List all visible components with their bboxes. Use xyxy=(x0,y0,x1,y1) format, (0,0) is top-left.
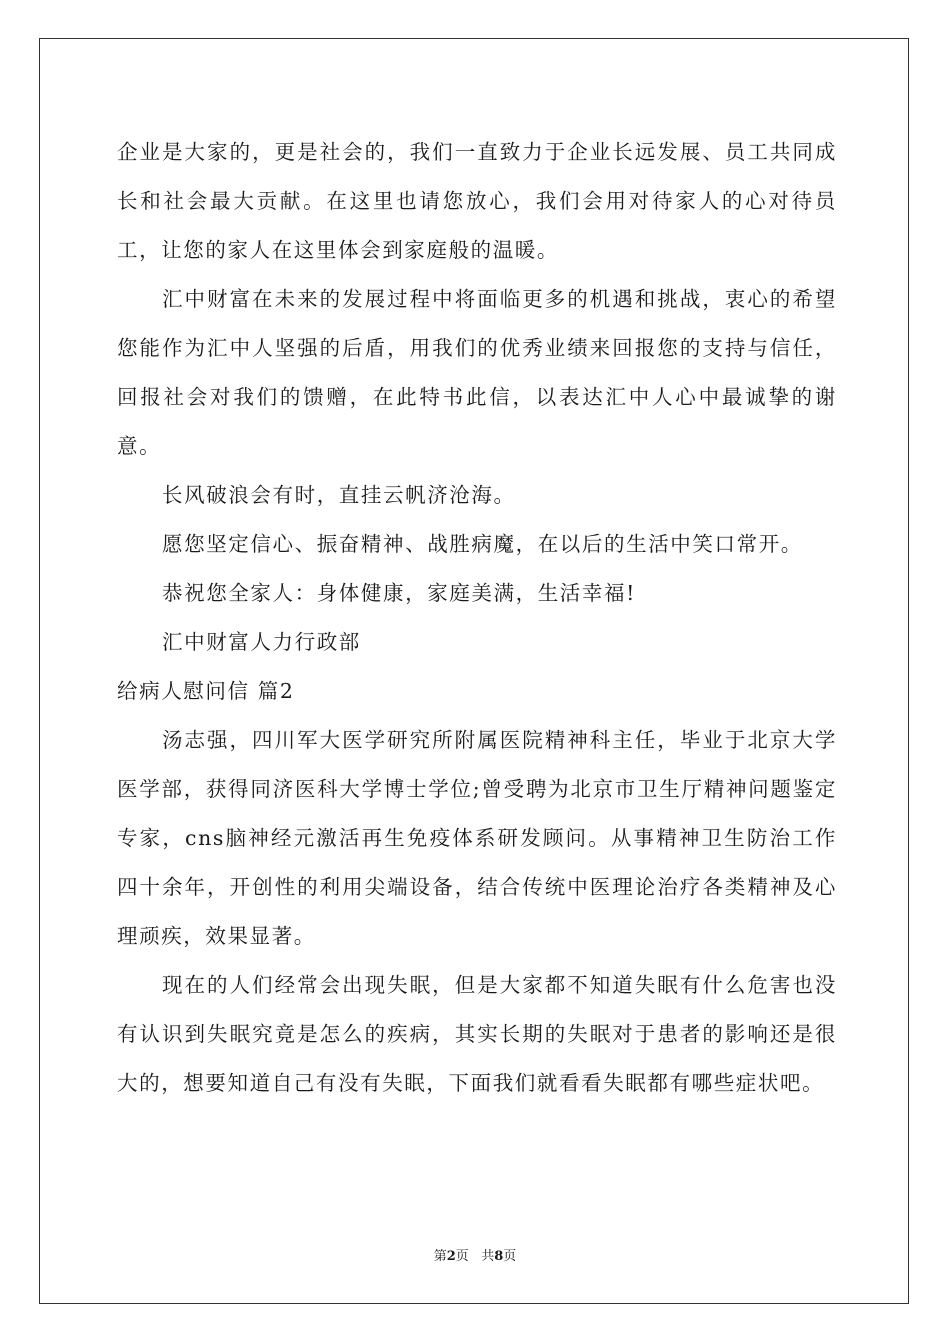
paragraph: 现在的人们经常会出现失眠，但是大家都不知道失眠有什么危害也没有认识到失眠究竟是怎么的疾病，其实长期的失眠对于患者的影响还是很大的，想要知道自己有没有失眠，下面我们就看看失眠都有哪些症状吧。 xyxy=(117,973,837,1095)
total-label-prefix: 共 xyxy=(481,1249,495,1264)
page-total: 8 xyxy=(494,1249,504,1264)
page-label-suffix: 页 xyxy=(455,1249,469,1264)
paragraph: 愿您坚定信心、振奋精神、战胜病魔，在以后的生活中笑口常开。 xyxy=(162,532,803,556)
paragraph: 恭祝您全家人：身体健康，家庭美满，生活幸福! xyxy=(162,581,636,605)
total-label-suffix: 页 xyxy=(503,1249,517,1264)
page-footer xyxy=(0,1248,950,1266)
paragraph: 长风破浪会有时，直挂云帆济沧海。 xyxy=(162,483,516,507)
page-label-prefix: 第 xyxy=(433,1249,447,1264)
signature-line: 汇中财富人力行政部 xyxy=(162,630,361,654)
document-body xyxy=(117,128,837,1108)
paragraph: 汤志强，四川军大医学研究所附属医院精神科主任，毕业于北京大学医学部，获得同济医科大学博士学位;曾受聘为北京市卫生厅精神问题鉴定专家，cns脑神经元激活再生免疫体系研发顾问。从事精神卫生防治工作四十余年，开创性的利用尖端设备，结合传统中医理论治疗各类精神及心理顽疾，效果显著。 xyxy=(117,728,837,948)
paragraph-continuation: 企业是大家的，更是社会的，我们一直致力于企业长远发展、员工共同成长和社会最大贡献。在这里也请您放心，我们会用对待家人的心对待员工，让您的家人在这里体会到家庭般的温暖。 xyxy=(117,140,837,262)
paragraph: 汇中财富在未来的发展过程中将面临更多的机遇和挑战，衷心的希望您能作为汇中人坚强的后盾，用我们的优秀业绩来回报您的支持与信任，回报社会对我们的馈赠，在此特书此信，以表达汇中人心中最诚挚的谢意。 xyxy=(117,287,837,458)
page-number: 2 xyxy=(446,1249,456,1264)
section-heading: 给病人慰问信 篇2 xyxy=(117,679,295,703)
